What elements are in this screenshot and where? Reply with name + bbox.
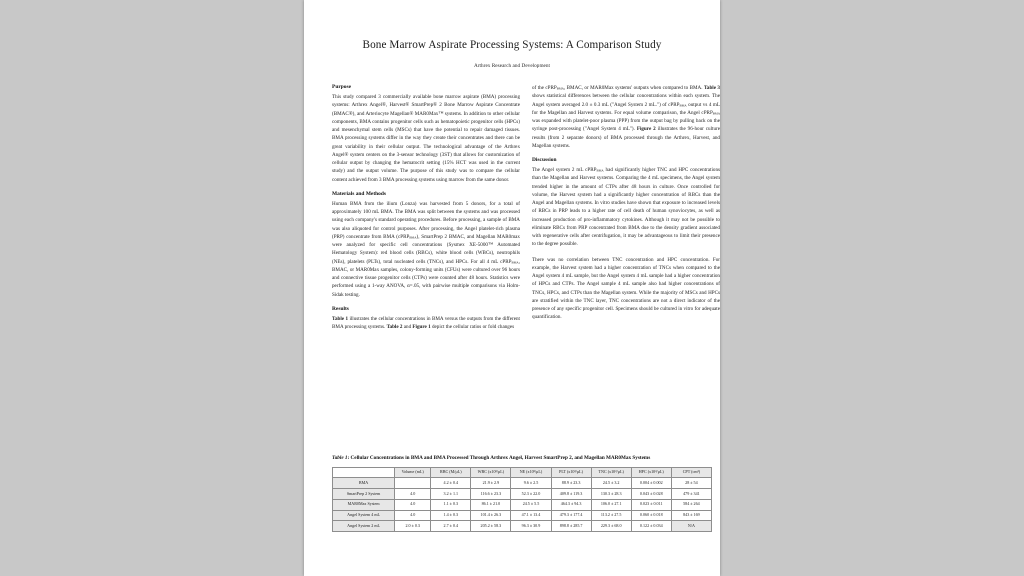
methods-subscript-2: BMA [511, 259, 519, 264]
ref-table-1: Table 1 [332, 315, 349, 322]
results-part-2: and [402, 324, 413, 330]
table-cell-volume: 4.0 [395, 510, 431, 521]
table-cell-cpt: 479 ± 341 [671, 489, 711, 500]
methods-subscript-1: BMA [409, 235, 417, 240]
paragraph-discussion-2: There was no correlation between TNC concentration and HPC concentration. For example, the Harvest system had a higher concentration of TNCs when compared to the Angel system 4 mL sample, but the Angel system 4 mL sample had a higher concentration of HPCs and CTPs. The Angel sample 4 mL sample also had higher concentrations of TNCs, HPCs, and CTPs than the Magellan system. While the majority of MSCs and HPCs are stratified within the TNC layer, TNC concentrations are not a direct indicator of the presence of any specific progenitor cell. Specimens should be cultured in vitro for adequate quantification. [532, 256, 720, 321]
table-header-row-group [333, 467, 712, 478]
table-cell-wbc: 86.1 ± 21.0 [471, 499, 511, 510]
results-cont-subscript-3: BMA [712, 111, 720, 116]
page-title: Bone Marrow Aspirate Processing Systems: A Comparison Study [362, 39, 662, 51]
table-cell-volume: 4.0 [395, 489, 431, 500]
table-row-label: Angel System 4 mL [333, 510, 395, 521]
discussion-part-1b: had significantly higher TNC and HPC concentrations than the Magellan and Harvest systems. Comparing the 4 mL specimens, the Angel system trended higher in the amount of CTPs after 48 hours in culture. Once controlled for volume, the Harvest system had a significantly higher concentration of RBCs than the Angel and Magellan systems. In vitro studies have shown that exposure to increased levels of RBCs in PRP leads to a higher rate of cell death of human synoviocytes, as well as increased production of pro-inflammatory cytokines. Although it may not be possible to eliminate RBCs from PRP concentrated from BMA due to the density gradient associated with regenerative cells after centrifugation, it may be advantageous to limit their presence to the degree possible. [532, 167, 721, 248]
table-cell-wbc: 205.2 ± 58.3 [471, 521, 511, 532]
results-part-3: depict the cellular ratios or fold changes [430, 324, 515, 330]
table-header-corner [333, 467, 395, 478]
table-cell-wbc: 101.4 ± 26.3 [471, 510, 511, 521]
paragraph-purpose: This study compared 3 commercially available bone marrow aspirate (BMA) processing systems: Arthrex Angel®, Harvest® SmartPrep® 2 Bone Marrow Aspirate Concentrate (BMAC®), and Arteriocyte Magellan® MAR0Max™ systems. In addition to other cellular components, BMA contains progenitor cells such as hematopoietic progenitor cells (HPCs) and mesenchymal stem cells (MSCs) that have the potential to repair damaged tissues. BMA processing systems differ in the way they create their concentrates and there can be great variability in their cellular output. The technological advantage of the Arthrex Angel® system centers on the 3-sensor technology (3ST) that allows for customization of cellular output by changing the hematocrit setting (15% HCT was used in the current study) and the output volume. The purpose of this study was to compare the cellular content achieved from 3 BMA processing systems using marrow from the same donor. [332, 94, 520, 183]
table-row-label: BMA [333, 478, 395, 489]
results-cont-part-4: output vs 4 mL for the Magellan and Harvest systems. For equal volume comparison, the Angel cPRP [532, 101, 720, 116]
paragraph-results-continued [532, 84, 720, 150]
table-cell-plt: 464.3 ± 94.3 [551, 499, 591, 510]
table-cell-ne: 9.6 ± 2.5 [511, 478, 551, 489]
paragraph-methods [332, 200, 520, 299]
heading-results: Results [332, 305, 349, 312]
methods-part-1: Human BMA from the ilium (Lonza) was harvested from 5 donors, for a total of approximately 100 mL BMA. The BMA was split between the systems and was processed using each company's standard operating procedures. Before processing, a sample of BMA was also aliquoted for control purposes. After processing, the Angel platelet-rich plasma (PRP) concentrate from BMA (cPRP [332, 200, 520, 240]
discussion-part-1a: The Angel system 2 mL cPRP [532, 167, 597, 173]
table-header-plt: PLT (x10³/µL) [551, 467, 591, 478]
table-cell-cpt: 843 ± 169 [671, 510, 711, 521]
table-cell-volume: 2.0 ± 0.3 [395, 521, 431, 532]
table-header-row [333, 467, 712, 478]
table-cell-plt: 88.9 ± 23.3 [551, 478, 591, 489]
table-caption-text: : Cellular Concentrations in BMA and BMA Processed Through Arthrex Angel, Harvest SmartPrep 2, and Magellan MAR0Max Systems [347, 455, 651, 461]
table-body [333, 478, 712, 531]
page-content [318, 0, 721, 576]
table-header-wbc: WBC (x10³/µL) [471, 467, 511, 478]
right-column [532, 84, 720, 331]
table-cell-ne: 24.5 ± 5.5 [511, 499, 551, 510]
table-cell-rbc: 4.2 ± 0.4 [431, 478, 471, 489]
table-row [333, 489, 712, 500]
table-cell-hpc: 0.060 ± 0.018 [631, 510, 671, 521]
results-cont-part-6: illustrates the 96-hour culture results (from 2 separate donors) of BMA processed through the Arthrex, Harvest, and Magellan systems. [532, 126, 720, 149]
results-cont-part-2: , BMAC, or MAR0Max systems' outputs when compared to BMA. [563, 85, 704, 91]
left-column [332, 84, 520, 331]
table-row [333, 510, 712, 521]
heading-purpose: Purpose [332, 84, 352, 90]
table-cell-volume [395, 478, 431, 489]
table-header-cpt: CPT (cm³) [671, 467, 711, 478]
table-cell-rbc: 2.7 ± 0.4 [431, 521, 471, 532]
table-row [333, 499, 712, 510]
table-header-hpc: HPC (x10³/µL) [631, 467, 671, 478]
heading-materials-and-methods: Materials and Methods [332, 190, 387, 197]
table-cell-tnc: 229.3 ± 68.0 [591, 521, 631, 532]
table-cell-ne: 47.1 ± 13.4 [511, 510, 551, 521]
table-row-label: Angel System 2 mL [333, 521, 395, 532]
table-cell-hpc: 0.004 ± 0.002 [631, 478, 671, 489]
table-row [333, 478, 712, 489]
table-cell-tnc: 113.2 ± 27.5 [591, 510, 631, 521]
cellular-concentrations-table [332, 467, 712, 532]
table-cell-hpc: 0.023 ± 0.011 [631, 499, 671, 510]
methods-part-2: ), SmartPrep 2 BMAC, and Magellan MAR0max were analyzed for specific cell concentrations (Sysmex XE-5000™ Automated Hematology System): red blood cells (RBCs), white blood cells (WBCs), neutrophils (NEs), platelets (PLTs), total nucleated cells (TNCs), and HPCs. For all 4 mL cPRP [332, 233, 520, 265]
table-cell-plt: 409.8 ± 119.3 [551, 489, 591, 500]
table-cell-tnc: 106.0 ± 27.1 [591, 499, 631, 510]
table-cell-ne: 96.3 ± 30.9 [511, 521, 551, 532]
document-authors: Arthrex Research and Development [473, 63, 551, 69]
table-cell-rbc: 1.4 ± 0.3 [431, 510, 471, 521]
table-cell-rbc: 3.2 ± 1.1 [431, 489, 471, 500]
heading-discussion: Discussion [532, 157, 557, 163]
table-row [333, 521, 712, 532]
ref-figure-2: Figure 2 [636, 126, 656, 133]
table-cell-volume: 4.0 [395, 499, 431, 510]
results-cont-subscript-2: BMA [679, 102, 687, 107]
paragraph-discussion-1 [532, 166, 720, 249]
results-cont-part-3: shows statistical differences between the cellular concentrations within each system. The Angel system averaged 2.0 ± 0.3 mL ("Angel System 2 mL.") of cPRP [532, 93, 720, 108]
ref-table-2: Table 2 [386, 324, 403, 330]
table-header-ne: NE (x10³/µL) [511, 467, 551, 478]
table-cell-cpt: N/A [671, 521, 711, 532]
ref-table-3: Table 3 [703, 85, 720, 91]
results-part-1: illustrates the cellular concentrations in BMA versus the outputs from the different BMA processing systems. [332, 315, 520, 330]
table-header-rbc: RBC (M/µL) [431, 467, 471, 478]
table-caption-label: Table 1 [332, 455, 348, 461]
table-cell-hpc: 0.043 ± 0.028 [631, 489, 671, 500]
two-column-body [332, 84, 720, 331]
table-cell-plt: 479.3 ± 177.4 [551, 510, 591, 521]
table-cell-cpt: 28 ± 54 [671, 478, 711, 489]
table-row-label: SmartPrep 2 System [333, 489, 395, 500]
table-cell-hpc: 0.122 ± 0.034 [631, 521, 671, 532]
table-block [332, 455, 720, 532]
table-cell-rbc: 1.1 ± 0.3 [431, 499, 471, 510]
table-row-label: MAR0Max System [333, 499, 395, 510]
discussion-subscript-1: BMA [596, 168, 604, 173]
ref-figure-1: Figure 1 [412, 324, 431, 330]
table-cell-plt: 898.8 ± 285.7 [551, 521, 591, 532]
results-cont-subscript-1: BMA [556, 86, 564, 91]
table-header-volume: Volume (mL) [395, 467, 431, 478]
table-header-tnc: TNC (x10³/µL) [591, 467, 631, 478]
methods-part-3: , BMAC, or MAR0Max samples, colony-forming units (CFUs) were cultured over 96 hours and connective tissue progenitor cells (CTPs) were counted after 48 hours. Statistics were performed using a 1-way ANOVA, α=.05, with pairwise multiple comparisons via Holm-Sidak testing. [332, 258, 520, 298]
table-cell-tnc: 130.3 ± 28.3 [591, 489, 631, 500]
table-cell-tnc: 24.5 ± 3.2 [591, 478, 631, 489]
table-cell-wbc: 116.6 ± 23.3 [471, 489, 511, 500]
paragraph-results [332, 315, 520, 332]
table-cell-ne: 52.3 ± 22.0 [511, 489, 551, 500]
results-cont-part-5: was expanded with platelet-poor plasma (PPP) from the output bag by pulling back on the syringe post-processing ("Angel System 4 mL"). [532, 118, 720, 133]
table-caption [332, 455, 720, 463]
results-cont-part-1: of the cPRP [532, 85, 557, 91]
document-page [304, 0, 720, 576]
table-cell-wbc: 21.9 ± 2.9 [471, 478, 511, 489]
table-cell-cpt: 584 ± 264 [671, 499, 711, 510]
